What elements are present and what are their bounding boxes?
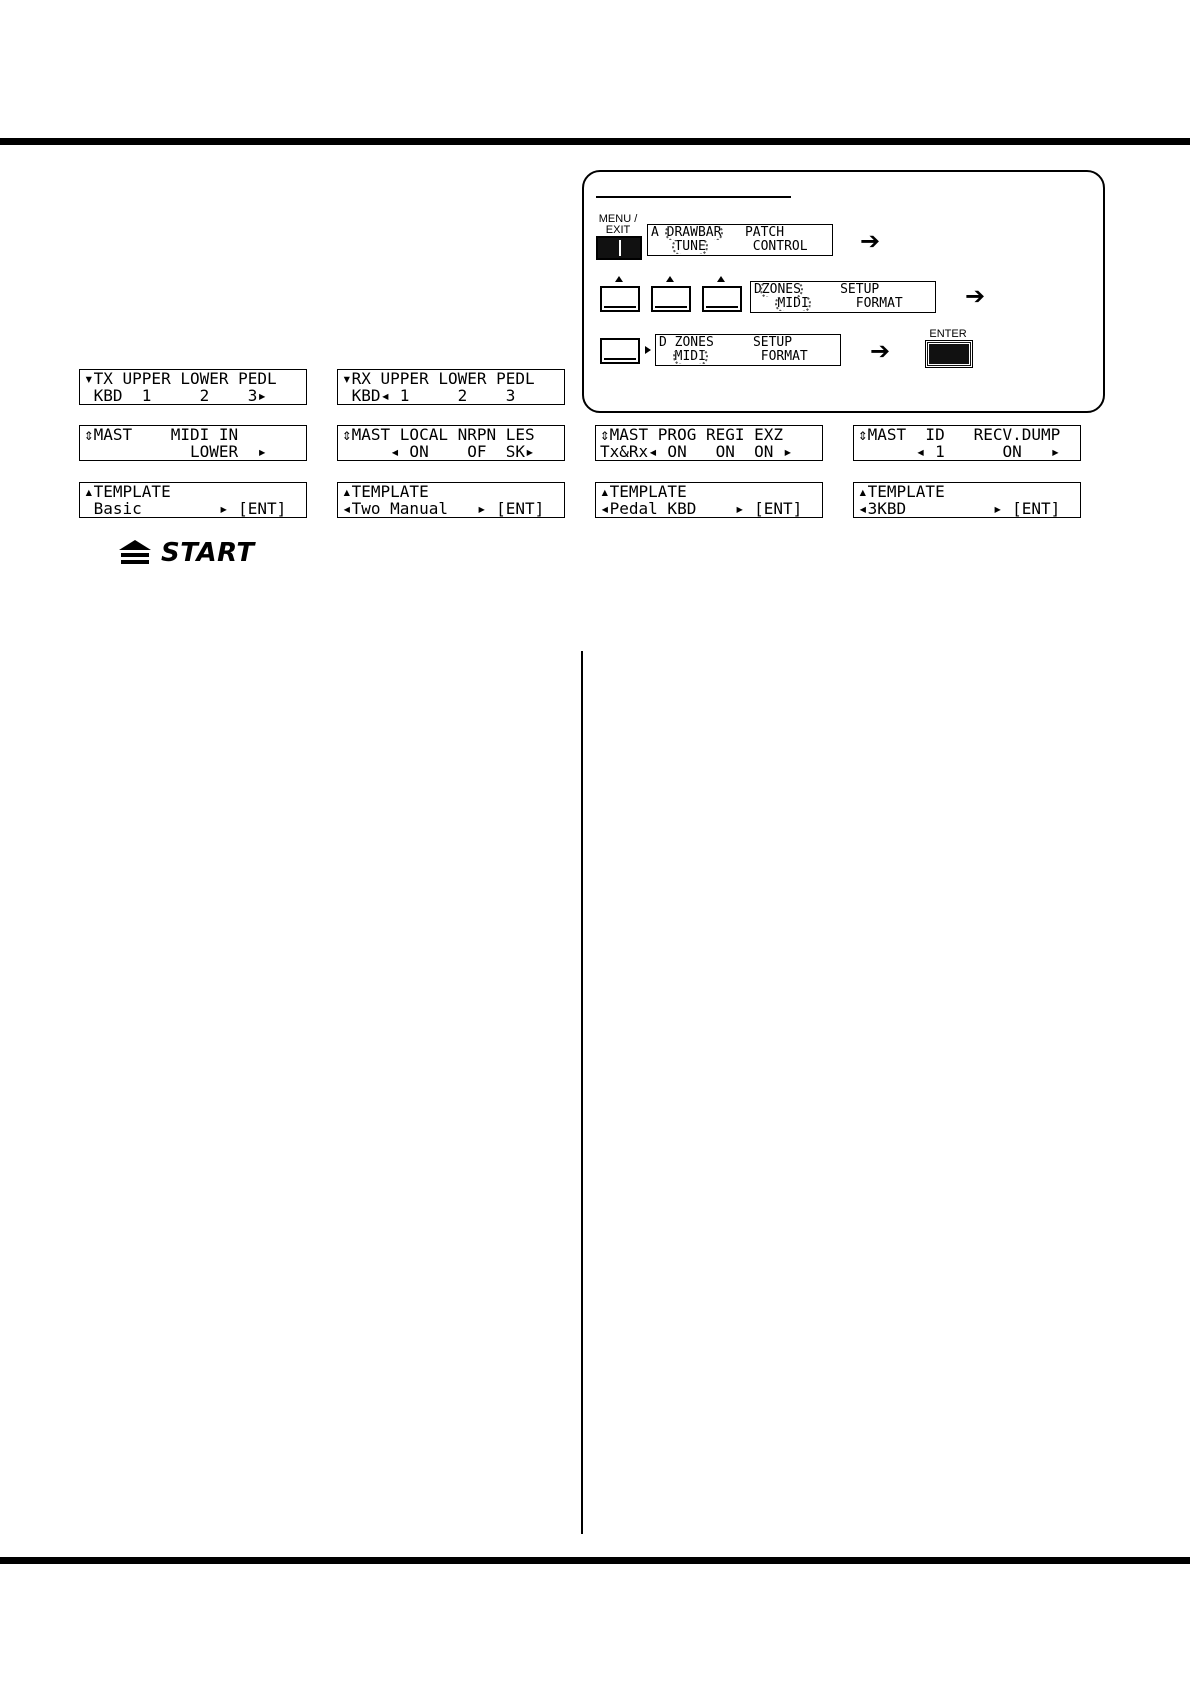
lcd-line: ▴TEMPLATE — [600, 484, 687, 501]
right-triangle-icon — [645, 346, 651, 354]
control-item: CONTROL — [752, 240, 808, 254]
top-rule — [0, 138, 1190, 145]
lcd-mast-id — [853, 425, 1081, 461]
midi-item: MIDI — [777, 297, 809, 311]
lcd-rx — [337, 369, 565, 405]
lcd-tx — [79, 369, 307, 405]
lcd-line: ◂ ON OF SK▸ — [342, 444, 535, 461]
lcd-line: Tx&Rx◂ ON ON ON ▸ — [600, 444, 793, 461]
function-button-4[interactable] — [600, 338, 640, 364]
lcd-line: ◂Pedal KBD ▸ [ENT] — [600, 501, 803, 518]
lcd-mast-midi-in — [79, 425, 307, 461]
midi-item-selected: MIDI — [674, 350, 706, 364]
lcd-template-3kbd — [853, 482, 1081, 518]
lcd-line: ▴TEMPLATE — [84, 484, 171, 501]
procedure-heading-line — [596, 196, 791, 198]
lcd-line: ▴TEMPLATE — [342, 484, 429, 501]
lcd-line: ◂Two Manual ▸ [ENT] — [342, 501, 545, 518]
menu-exit-button[interactable] — [596, 236, 642, 260]
lcd-template-two-manual — [337, 482, 565, 518]
lcd-mini-1 — [647, 224, 833, 256]
lcd-line: Basic ▸ [ENT] — [84, 501, 287, 518]
format-item: FORMAT — [760, 350, 808, 364]
lcd-line: ⇕MAST ID RECV.DUMP — [858, 427, 1061, 444]
arrow-right-icon: ➔ — [860, 227, 881, 255]
lcd-line: ▾TX UPPER LOWER PEDL — [84, 371, 277, 388]
lcd-line: KBD 1 2 3▸ — [84, 388, 268, 405]
enter-label: ENTER — [929, 328, 967, 340]
setup-item: SETUP — [840, 283, 880, 297]
lcd-line: ⇕MAST MIDI IN — [84, 427, 239, 444]
tune-item: TUNE — [674, 240, 706, 254]
up-triangle-icon — [666, 276, 674, 282]
bottom-rule — [0, 1557, 1190, 1564]
lcd-line: ◂ 1 ON ▸ — [858, 444, 1061, 461]
arrow-right-icon: ➔ — [965, 282, 986, 310]
start-label: START — [161, 538, 255, 568]
mini3-prefix: D — [659, 336, 667, 350]
lcd-line: ▾RX UPPER LOWER PEDL — [342, 371, 535, 388]
lcd-template-pedal-kbd — [595, 482, 823, 518]
up-triangle-icon — [615, 276, 623, 282]
mini1-prefix: A — [651, 226, 659, 240]
format-item: FORMAT — [855, 297, 903, 311]
setup-item: SETUP — [752, 336, 793, 350]
lcd-mini-3 — [655, 334, 841, 366]
lcd-mast-local — [337, 425, 565, 461]
function-button-1[interactable] — [600, 286, 640, 312]
lcd-mini-2 — [750, 281, 936, 313]
arrow-right-icon: ➔ — [870, 337, 891, 365]
lcd-line: LOWER ▸ — [84, 444, 268, 461]
start-arrow-icon — [117, 538, 153, 568]
lcd-line: KBD◂ 1 2 3 — [342, 388, 516, 405]
column-divider — [581, 651, 583, 1534]
enter-button[interactable] — [926, 341, 972, 367]
menu-exit-label: MENU / EXIT — [598, 213, 638, 236]
patch-item: PATCH — [744, 226, 785, 240]
lcd-line: ⇕MAST LOCAL NRPN LES — [342, 427, 535, 444]
lcd-line: ⇕MAST PROG REGI EXZ — [600, 427, 784, 444]
up-triangle-icon — [717, 276, 725, 282]
zones-item: ZONES — [761, 283, 801, 297]
lcd-template-basic — [79, 482, 307, 518]
lcd-line: ▴TEMPLATE — [858, 484, 945, 501]
lcd-line: ◂3KBD ▸ [ENT] — [858, 501, 1061, 518]
start-marker — [117, 538, 255, 568]
lcd-mast-prog — [595, 425, 823, 461]
function-button-2[interactable] — [651, 286, 691, 312]
drawbar-item: DRAWBAR — [666, 226, 722, 240]
mini2-prefix: D — [754, 283, 762, 297]
zones-item: ZONES — [674, 336, 714, 350]
function-button-3[interactable] — [702, 286, 742, 312]
